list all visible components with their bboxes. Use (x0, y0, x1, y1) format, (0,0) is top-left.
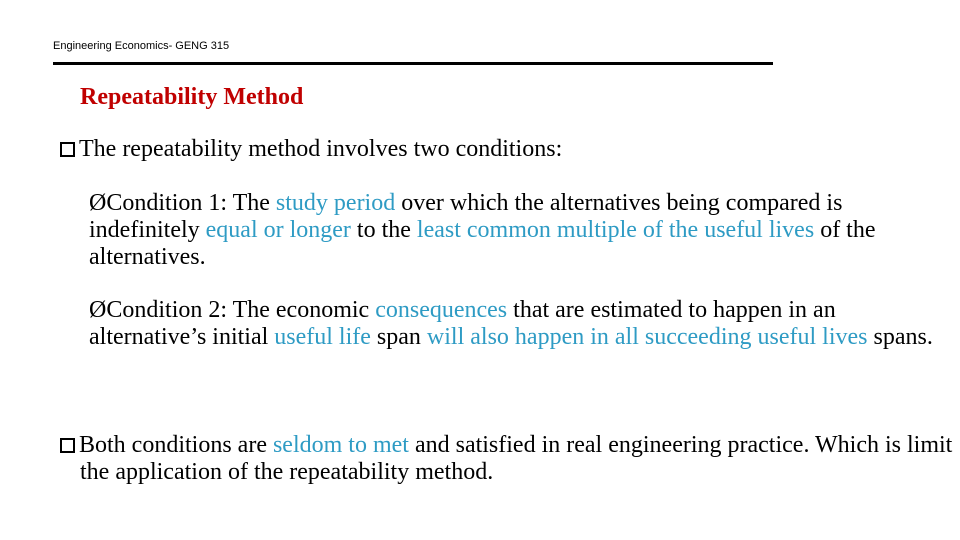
bullet-conclusion (60, 432, 960, 486)
checkbox-bullet-icon (60, 438, 75, 453)
condition-2-text: Condition 2: The economic (106, 297, 376, 323)
conclusion-highlight: seldom to met (272, 432, 409, 458)
condition-2-text: span (370, 324, 427, 350)
condition-2-text: that are estimated to happen in an alternative’s initial (89, 297, 836, 350)
condition-1-text: over which the alternatives being compared is indefinitely (89, 190, 843, 243)
condition-2-highlight: useful life (274, 324, 371, 350)
checkbox-bullet-icon (60, 142, 75, 157)
condition-1-text: to the (350, 217, 417, 243)
conclusion-text: and satisfied in real engineering practice. Which is limit the application of the repeatability method. (80, 432, 953, 485)
arrow-bullet-icon: Ø (89, 297, 107, 323)
condition-1-highlight: study period (275, 190, 396, 216)
condition-2-highlight: consequences (375, 297, 508, 323)
arrow-bullet-icon: Ø (89, 190, 107, 216)
condition-1-highlight: equal or longer (205, 217, 351, 243)
slide-title: Repeatability Method (80, 84, 304, 110)
condition-2-highlight: will also happen in all succeeding useful lives (426, 324, 868, 350)
bullet-intro (60, 136, 960, 163)
condition-1-text: Condition 1: The (106, 190, 276, 216)
condition-2 (89, 297, 939, 351)
condition-1-highlight: least common multiple of the useful lives (416, 217, 815, 243)
conclusion-text: Both conditions are (79, 432, 273, 458)
condition-1-text: of the alternatives. (89, 217, 876, 270)
condition-2-text: spans. (867, 324, 933, 350)
intro-text: The repeatability method involves two conditions: (79, 136, 563, 162)
header-divider (53, 62, 773, 65)
condition-1 (89, 190, 939, 271)
course-header: Engineering Economics- GENG 315 (53, 40, 230, 52)
